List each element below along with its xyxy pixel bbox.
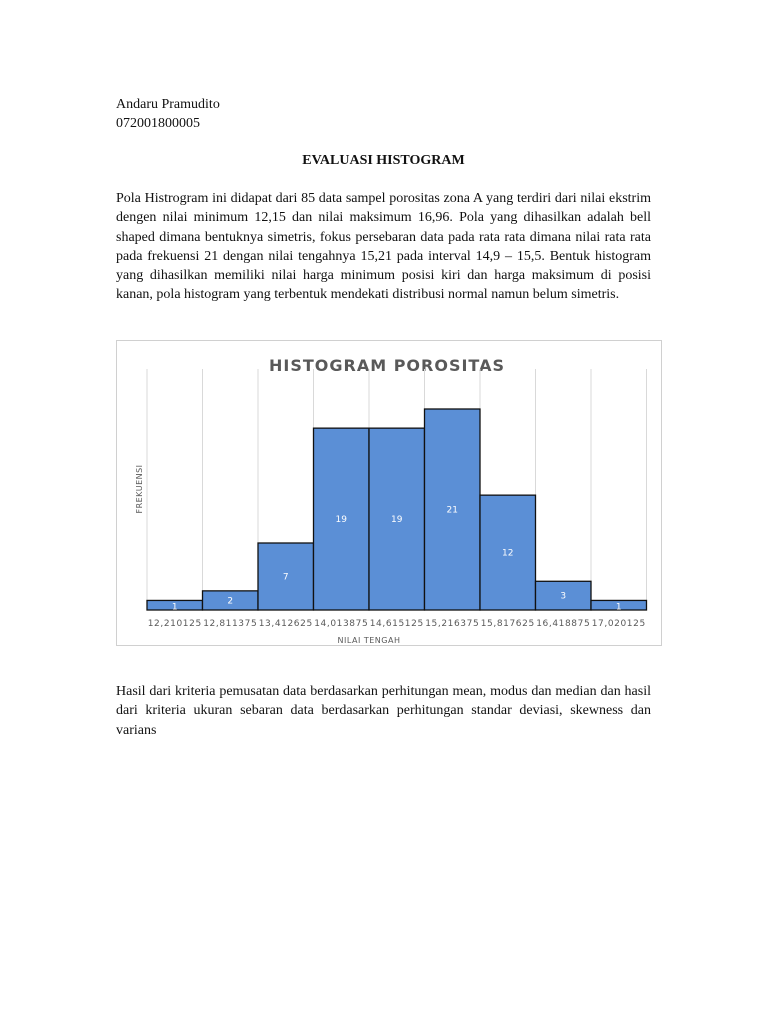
bar-value-label: 1 xyxy=(615,602,622,613)
bar-value-label: 2 xyxy=(227,596,234,607)
paragraph-intro: Pola Histrogram ini didapat dari 85 data sampel porositas zona A yang terdiri dari nilai ekstrim dengen nilai minimum 12,15 dan nilai maksimum 16,96. Pola yang dihasilkan adalah bell shaped dimana bentuknya simetris, fokus persebaran data pada rata rata dimana nilai rata rata pada frekuensi 21 dengan nilai tengahnya 15,21 pada interval 14,9 – 15,5. Bentuk histogram yang dihasilkan memiliki nilai harga minimum posisi kiri dan harga maksimum di posisi kanan, pola histogram yang terbentuk mendekati distribusi normal namun belum simetris. xyxy=(116,191,651,303)
bar-value-label: 19 xyxy=(391,515,403,526)
bar-value-label: 7 xyxy=(282,572,289,583)
x-axis-label: NILAI TENGAH xyxy=(337,636,401,645)
x-tick-label: 14,013875 xyxy=(314,619,369,629)
bars xyxy=(147,409,647,613)
x-tick-label: 12,210125 xyxy=(147,619,202,629)
y-axis-label: FREKUENSI xyxy=(135,464,144,514)
x-tick-label: 15,216375 xyxy=(425,619,480,629)
x-tick-label: 14,615125 xyxy=(369,619,424,629)
bar-value-label: 12 xyxy=(502,548,514,559)
chart-title: HISTOGRAM POROSITAS xyxy=(268,356,506,375)
author-name: Andaru Pramudito xyxy=(116,97,220,112)
x-tick-label: 16,418875 xyxy=(536,619,591,629)
document-title: EVALUASI HISTOGRAM xyxy=(302,153,465,168)
x-tick-label: 13,412625 xyxy=(258,619,313,629)
x-tick-labels xyxy=(148,619,646,629)
x-tick-label: 12,811375 xyxy=(203,619,258,629)
paragraph-summary: Hasil dari kriteria pemusatan data berdasarkan perhitungan mean, modus dan median dan hasil dari kriteria ukuran sebaran data berdasarkan perhitungan standar deviasi, skewness dan varians xyxy=(116,684,651,738)
author-id: 072001800005 xyxy=(116,116,200,131)
histogram-svg xyxy=(117,341,663,647)
x-tick-label: 17,020125 xyxy=(591,619,646,629)
histogram-chart xyxy=(116,340,662,646)
author-block xyxy=(116,95,220,133)
bar-value-label: 21 xyxy=(446,505,458,516)
x-tick-label: 15,817625 xyxy=(480,619,535,629)
bar-value-label: 19 xyxy=(335,515,347,526)
bar-value-label: 3 xyxy=(560,591,567,602)
bar-value-label: 1 xyxy=(171,602,178,613)
